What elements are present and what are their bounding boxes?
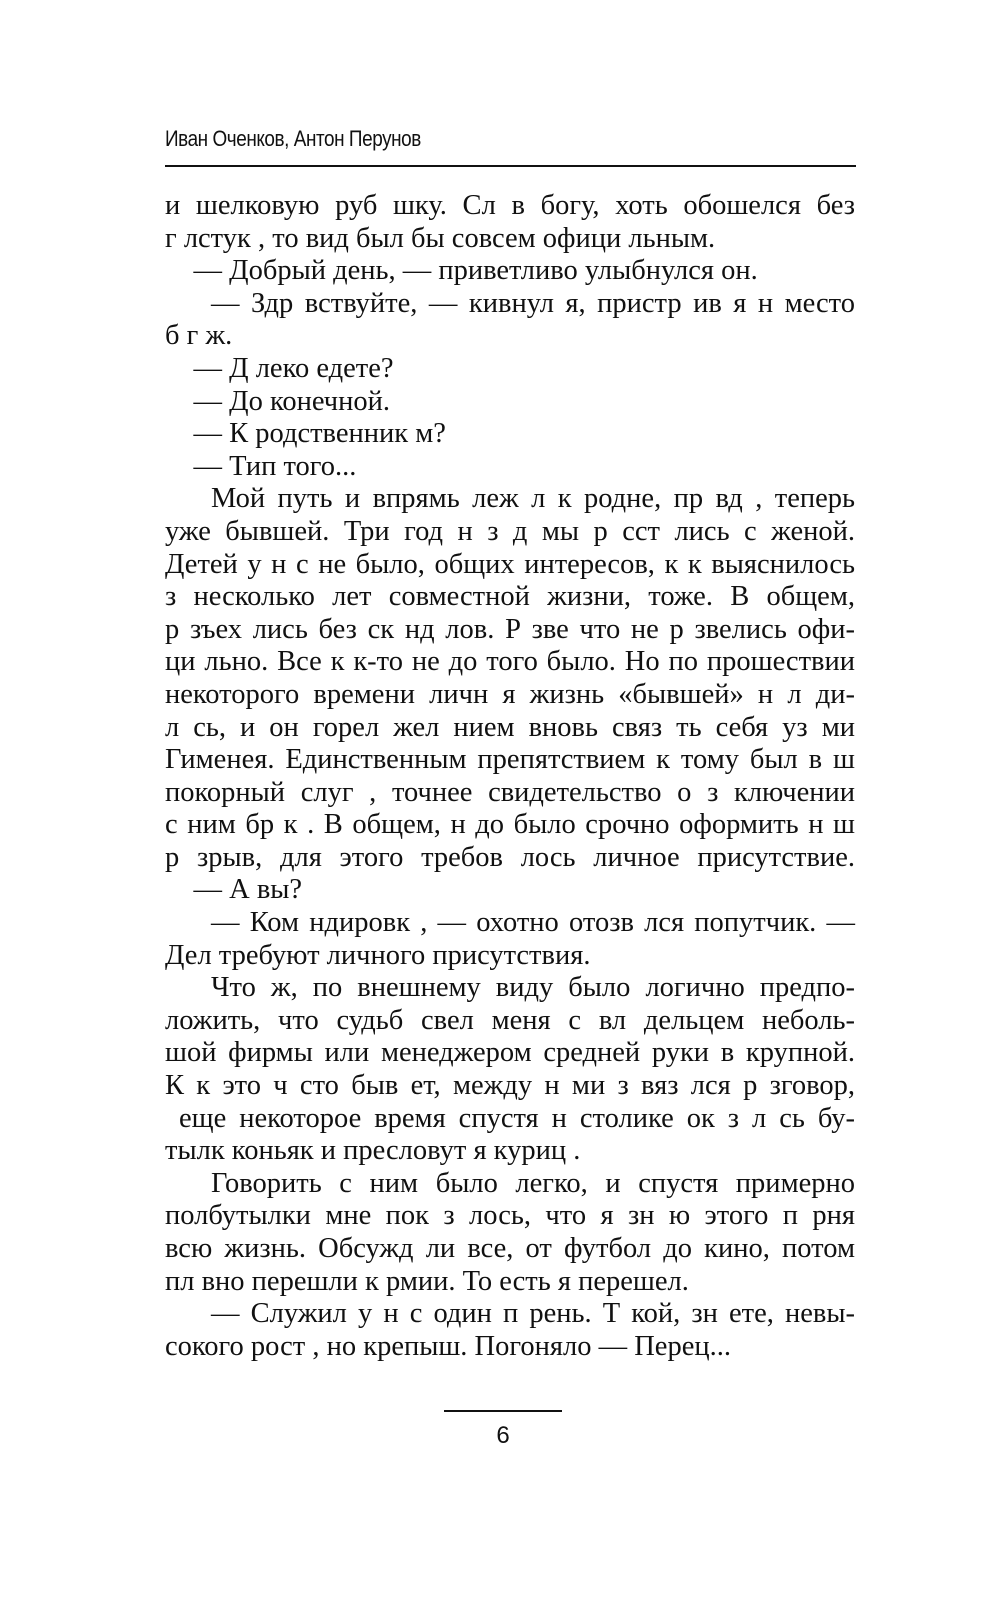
text-line: Что ж, по внешнему виду было логично предпо- bbox=[211, 972, 855, 1004]
text-line: — Добрый день, — приветливо улыбнулся он. bbox=[165, 255, 758, 287]
text-line: ци льно. Все к к-то не до того было. Но по прошествии bbox=[165, 646, 855, 678]
running-header: Иван Оченков, Антон Перунов bbox=[165, 126, 421, 151]
text-line: — Тип того... bbox=[165, 450, 357, 482]
text-line: сокого рост , но крепыш. Погоняло — Перец... bbox=[165, 1330, 731, 1362]
text-line: некоторого времени личн я жизнь «бывшей» н л ди- bbox=[165, 678, 855, 710]
text-line: Дел требуют личного присутствия. bbox=[165, 939, 591, 971]
text-line: еще некоторое время спустя н столике ок з л сь бу- bbox=[179, 1102, 855, 1134]
header-divider bbox=[165, 165, 856, 167]
text-line: г лстук , то вид был бы совсем офици льным. bbox=[165, 222, 716, 254]
text-line: всю жизнь. Обсужд ли все, от футбол до кино, потом bbox=[165, 1233, 855, 1264]
text-line: Мой путь и впрямь леж л к родне, пр вд , теперь bbox=[211, 483, 855, 515]
footer-divider bbox=[444, 1410, 562, 1412]
text-line: — Здр вствуйте, — кивнул я, пристр ив я н место bbox=[211, 287, 855, 319]
text-line: пл вно перешли к рмии. То есть я перешел. bbox=[165, 1265, 689, 1297]
text-line: Говорить с ним было легко, и спустя примерно bbox=[211, 1167, 855, 1199]
text-line: — Д леко едете? bbox=[165, 352, 394, 384]
text-line: з несколько лет совместной жизни, тоже. В общем, bbox=[165, 581, 855, 613]
text-line: полбутылки мне пок з лось, что я зн ю этого п рня bbox=[165, 1200, 855, 1232]
text-line: с ним бр к . В общем, н до было срочно оформить н ш bbox=[165, 809, 855, 841]
text-line: Детей у н с не было, общих интересов, к к выяснилось bbox=[165, 548, 855, 580]
text-line: р зрыв, для этого требов лось личное присутствие. bbox=[165, 841, 855, 873]
text-line: покорный слуг , точнее свидетельство о з ключении bbox=[165, 776, 855, 808]
page-number: 6 bbox=[496, 1422, 510, 1449]
text-line: ложить, что судьб свел меня с вл дельцем неболь- bbox=[165, 1004, 855, 1036]
text-line: б г ж. bbox=[165, 320, 233, 352]
text-line: тылк коньяк и пресловут я куриц . bbox=[165, 1135, 581, 1167]
text-line: — Служил у н с один п рень. Т кой, зн ете, невы- bbox=[211, 1298, 855, 1330]
text-line: шой фирмы или менеджером средней руки в крупной. bbox=[165, 1037, 855, 1069]
text-line: — Ком ндировк , — охотно отозв лся попутчик. — bbox=[211, 907, 855, 939]
text-line: — А вы? bbox=[165, 874, 303, 906]
text-line: — К родственник м? bbox=[165, 418, 446, 450]
text-line: и шелковую руб шку. Сл в богу, хоть обошелся без bbox=[165, 190, 855, 221]
text-line: уже бывшей. Три год н з д мы р сст лись с женой. bbox=[165, 515, 855, 547]
text-line: К к это ч сто быв ет, между н ми з вяз лся р зговор, bbox=[165, 1070, 855, 1102]
text-line: л сь, и он горел жел нием вновь связ ть себя уз ми bbox=[165, 711, 855, 743]
text-line: Гименея. Единственным препятствием к тому был в ш bbox=[165, 744, 855, 776]
text-line: р зъех лись без ск нд лов. Р зве что не р звелись офи- bbox=[165, 613, 855, 645]
body-text bbox=[165, 190, 855, 1363]
text-line: — До конечной. bbox=[165, 385, 390, 417]
